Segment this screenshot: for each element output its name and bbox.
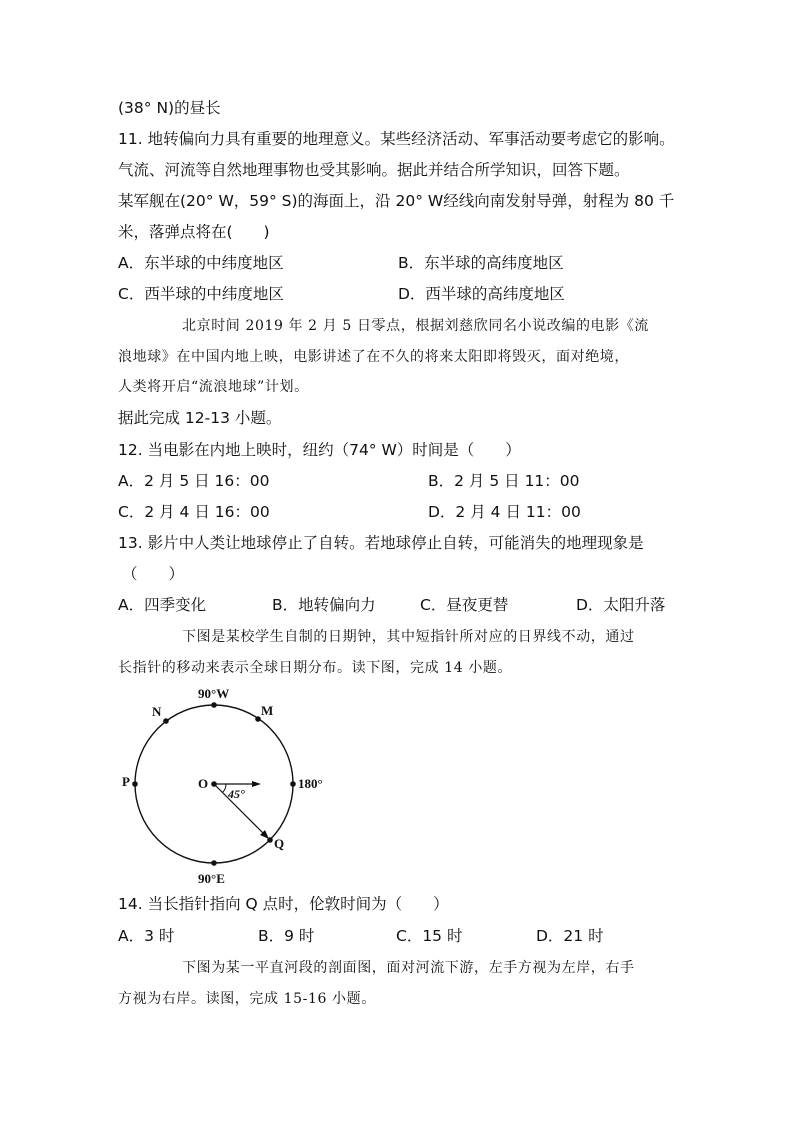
label-p: P	[122, 774, 130, 789]
q13-option-a: A．四季变化	[118, 596, 207, 614]
passage3-line-1: 下图为某一平直河段的剖面图，面对河流下游，左手方视为左岸，右手	[182, 960, 635, 976]
q13-option-c: C．昼夜更替	[420, 596, 509, 614]
passage3-line-2: 方视为右岸。读图，完成 15-16 小题。	[118, 991, 376, 1007]
passage1-line-1: 北京时间 2019 年 2 月 5 日零点，根据刘慈欣同名小说改编的电影《流	[182, 318, 649, 334]
q13-stem-2: （ ）	[122, 565, 185, 583]
label-90e: 90°E	[198, 871, 225, 886]
q12-option-d: D．2 月 4 日 11：00	[428, 503, 581, 521]
point-q-dot	[267, 837, 273, 843]
date-clock-diagram	[110, 684, 340, 889]
label-m: M	[261, 703, 274, 718]
label-q: Q	[274, 836, 285, 851]
q11-stem-1: 11. 地转偏向力具有重要的地理意义。某些经济活动、军事活动要考虑它的影响。	[118, 130, 675, 148]
point-p-dot	[132, 781, 138, 787]
q11-option-b: B．东半球的高纬度地区	[398, 254, 564, 272]
q14-option-a: A．3 时	[118, 927, 175, 945]
line-daylength: (38° N)的昼长	[118, 99, 221, 117]
q11-option-d: D．西半球的高纬度地区	[398, 285, 565, 303]
label-angle: 45°	[228, 787, 245, 801]
q13-option-d: D．太阳升落	[576, 596, 666, 614]
q14-option-d: D．21 时	[536, 927, 604, 945]
q11-option-a: A．东半球的中纬度地区	[118, 254, 284, 272]
passage2-line-1: 下图是某校学生自制的日期钟，其中短指针所对应的日界线不动，通过	[182, 629, 635, 645]
point-m-dot	[255, 716, 261, 722]
q11-option-c: C．西半球的中纬度地区	[118, 285, 284, 303]
label-90w: 90°W	[198, 686, 230, 701]
q12-option-c: C．2 月 4 日 16：00	[118, 503, 270, 521]
angle-arc	[223, 784, 227, 793]
q11-stem-3: 某军舰在(20° W，59° S)的海面上，沿 20° W经线向南发射导弹，射程为 80 千	[118, 192, 675, 210]
point-90w-dot	[211, 702, 217, 708]
q14-stem: 14. 当长指针指向 Q 点时，伦敦时间为（ ）	[118, 895, 449, 913]
q14-option-c: C．15 时	[396, 927, 463, 945]
label-o: O	[198, 776, 209, 791]
q13-option-b: B．地转偏向力	[272, 596, 376, 614]
q12-stem: 12. 当电影在内地上映时，纽约（74° W）时间是（ ）	[118, 441, 521, 459]
label-n: N	[152, 704, 162, 719]
q11-stem-2: 气流、河流等自然地理事物也受其影响。据此并结合所学知识，回答下题。	[118, 161, 630, 179]
label-180: 180°	[298, 776, 323, 791]
short-hand-arrowhead	[252, 781, 261, 787]
q12-option-b: B．2 月 5 日 11：00	[428, 472, 580, 490]
passage1-line-2: 浪地球》在中国内地上映，电影讲述了在不久的将来太阳即将毁灭，面对绝境，	[118, 349, 629, 365]
passage1-line-4: 据此完成 12-13 小题。	[118, 409, 282, 427]
q13-stem-1: 13. 影片中人类让地球停止了自转。若地球停止自转，可能消失的地理现象是	[118, 534, 644, 552]
q12-option-a: A．2 月 5 日 16：00	[118, 472, 270, 490]
point-90e-dot	[211, 860, 217, 866]
q11-stem-4: 米，落弹点将在( )	[118, 223, 270, 241]
q14-option-b: B．9 时	[258, 927, 315, 945]
passage1-line-3: 人类将开启“流浪地球”计划。	[118, 379, 309, 395]
point-180-dot	[290, 781, 296, 787]
passage2-line-2: 长指针的移动来表示全球日期分布。读下图，完成 14 小题。	[118, 660, 513, 676]
point-n-dot	[163, 718, 169, 724]
